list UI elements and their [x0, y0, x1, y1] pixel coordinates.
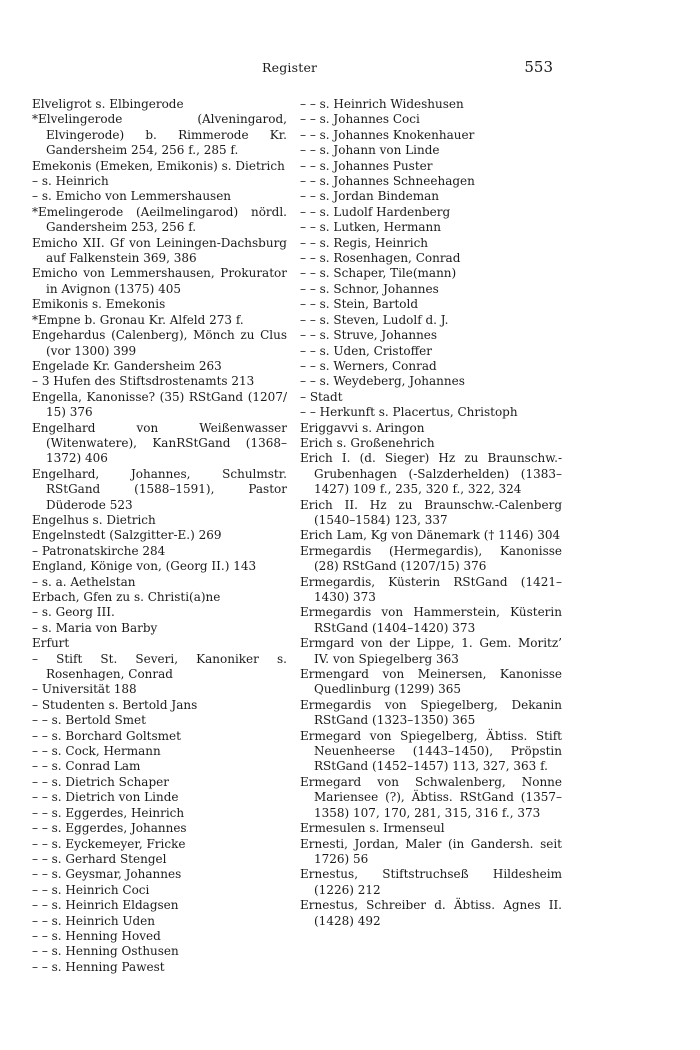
index-entry: – – s. Schaper, Tile(mann) — [300, 266, 457, 281]
index-entry: – Patronatskirche 284 — [32, 543, 166, 558]
index-entry: – – s. Johann von Linde — [300, 143, 440, 158]
index-entry: Engehardus (Calenberg), Mönch zu Clus (vor 1300) 399 — [32, 328, 287, 358]
index-entry: Ermegard von Schwalenberg, Nonne Mariensee (?), Äbtiss. RStGand (1357–1358) 107, 170, 281, 315, 316 f., 373 — [300, 774, 562, 820]
index-entry: – – s. Johannes Schneehagen — [300, 174, 475, 189]
index-entry: Elveligrot s. Elbingerode — [32, 97, 184, 111]
index-entry: Ernestus, Schreiber d. Äbtiss. Agnes II. (1428) 492 — [300, 898, 562, 928]
index-entry: – – s. Johannes Puster — [300, 158, 433, 173]
index-entry: – – s. Henning Osthusen — [32, 944, 179, 959]
index-entry: – – s. Bertold Smet — [32, 713, 146, 728]
index-entry: Emikonis s. Emekonis — [32, 297, 166, 312]
index-entry: Erfurt — [32, 636, 70, 651]
index-entry: – 3 Hufen des Stiftsdrostenamts 213 — [32, 374, 255, 389]
index-entry: – s. a. Aethelstan — [32, 574, 136, 589]
index-entry: Erich s. Großenehrich — [300, 435, 435, 450]
index-entry: Erbach, Gfen zu s. Christi(a)ne — [32, 590, 221, 604]
index-column-right — [300, 97, 562, 929]
index-entry: – – s. Gerhard Stengel — [32, 851, 167, 866]
index-entry: – – s. Lutken, Hermann — [300, 220, 441, 235]
index-entry: – Stadt — [300, 389, 343, 404]
index-entry: – – s. Struve, Johannes — [300, 328, 438, 343]
index-entry: Emicho von Lemmershausen, Prokurator in Avignon (1375) 405 — [32, 266, 287, 296]
index-column-left — [32, 97, 287, 975]
index-entry: – – s. Weydeberg, Johannes — [300, 374, 465, 389]
index-entry: – – s. Dietrich Schaper — [32, 774, 169, 789]
index-entry: – – s. Geysmar, Johannes — [32, 867, 182, 882]
index-entry: Emicho XII. Gf von Leiningen-Dachsburg auf Falkenstein 369, 386 — [32, 235, 287, 266]
index-entry: Ernesti, Jordan, Maler (in Gandersh. seit 1726) 56 — [300, 836, 562, 866]
index-entry: – Universität 188 — [32, 682, 137, 697]
index-entry: – – s. Werners, Conrad — [300, 358, 437, 373]
index-entry: – – s. Conrad Lam — [32, 759, 141, 774]
index-entry: Ermegard von Spiegelberg, Äbtiss. Stift Neuenheerse (1443–1450), Pröpstin RStGand (1452–1457) 113, 327, 363 f. — [300, 728, 562, 774]
index-entry: – – s. Eggerdes, Heinrich — [32, 805, 185, 820]
index-entry: – s. Georg III. — [32, 605, 115, 620]
index-entry: *Elvelingerode (Alveningarod, Elvingerode) b. Rimmerode Kr. Gandersheim 254, 256 f., 285 f. — [32, 112, 287, 158]
index-entry: – – s. Heinrich Uden — [32, 913, 156, 928]
index-entry: Engella, Kanonisse? (35) RStGand (1207/ 15) 376 — [32, 389, 287, 420]
index-entry: – – s. Cock, Hermann — [32, 744, 161, 759]
index-entry: – – s. Borchard Goltsmet — [32, 728, 181, 743]
index-entry: – – s. Henning Pawest — [32, 959, 165, 974]
index-entry: Erich I. (d. Sieger) Hz zu Braunschw.-Grubenhagen (-Salzderhelden) (1383–1427) 109 f., 235, 320 f., 322, 324 — [300, 451, 562, 497]
page-header — [0, 58, 700, 80]
index-entry: Erich II. Hz zu Braunschw.-Calenberg (1540–1584) 123, 337 — [300, 497, 562, 527]
index-entry: – – s. Heinrich Coci — [32, 882, 150, 897]
index-entry: Engelhus s. Dietrich — [32, 512, 156, 527]
index-entry: – – s. Steven, Ludolf d. J. — [300, 312, 449, 327]
index-entry: – – Herkunft s. Placertus, Christoph — [300, 405, 518, 420]
index-entry: – – s. Heinrich Eldagsen — [32, 898, 179, 913]
index-entry: Ermegardis (Hermegardis), Kanonisse (28) RStGand (1207/15) 376 — [300, 543, 562, 574]
page-number: 553 — [524, 58, 553, 76]
index-entry: Ermegardis von Hammerstein, Küsterin RStGand (1404–1420) 373 — [300, 605, 562, 635]
index-entry: – – s. Jordan Bindeman — [300, 189, 439, 204]
index-entry: Engelnstedt (Salzgitter-E.) 269 — [32, 528, 222, 543]
index-entry: Ermgard von der Lippe, 1. Gem. Moritz’ IV. von Spiegelberg 363 — [300, 636, 562, 666]
index-entry: – – s. Eggerdes, Johannes — [32, 821, 187, 836]
index-entry: Eriggavvi s. Aringon — [300, 420, 425, 435]
index-entry: England, Könige von, (Georg II.) 143 — [32, 559, 257, 574]
index-entry: *Empne b. Gronau Kr. Alfeld 273 f. — [32, 312, 244, 327]
index-entry: *Emelingerode (Aeilmelingarod) nördl. Gandersheim 253, 256 f. — [32, 204, 287, 235]
index-entry: – Stift St. Severi, Kanoniker s. Rosenhagen, Conrad — [32, 651, 287, 682]
index-entry: Engelhard, Johannes, Schulmstr. RStGand (1588–1591), Pastor Düderode 523 — [32, 466, 287, 512]
index-entry: Engelhard von Weißenwasser (Witenwatere), KanRStGand (1368–1372) 406 — [32, 420, 287, 466]
running-header-title: Register — [262, 60, 318, 75]
index-entry: Ernestus, Stiftstruchseß Hildesheim (1226) 212 — [300, 867, 562, 897]
index-entry: – – s. Heinrich Wideshusen — [300, 97, 464, 111]
index-entry: – s. Emicho von Lemmershausen — [32, 189, 232, 204]
index-entry: – s. Heinrich — [32, 174, 109, 189]
index-entry: – – s. Uden, Cristoffer — [300, 343, 432, 358]
index-entry: – – s. Johannes Coci — [300, 112, 420, 127]
index-entry: – – s. Regis, Heinrich — [300, 235, 429, 250]
index-entry: Emekonis (Emeken, Emikonis) s. Dietrich — [32, 158, 285, 173]
index-entry: Engelade Kr. Gandersheim 263 — [32, 358, 222, 373]
index-entry: Ermesulen s. Irmenseul — [300, 821, 445, 836]
index-entry: – – s. Dietrich von Linde — [32, 790, 179, 805]
index-entry: – s. Maria von Barby — [32, 620, 158, 635]
index-entry: Ermengard von Meinersen, Kanonisse Quedlinburg (1299) 365 — [300, 667, 562, 697]
index-entry: – – s. Ludolf Hardenberg — [300, 204, 451, 219]
index-entry: – – s. Eyckemeyer, Fricke — [32, 836, 186, 851]
index-entry: – – s. Schnor, Johannes — [300, 281, 439, 296]
index-entry: – Studenten s. Bertold Jans — [32, 697, 198, 712]
index-entry: Ermegardis, Küsterin RStGand (1421–1430) 373 — [300, 574, 562, 604]
index-entry: – – s. Stein, Bartold — [300, 297, 419, 312]
index-entry: – – s. Johannes Knokenhauer — [300, 127, 475, 142]
index-entry: Ermegardis von Spiegelberg, Dekanin RStGand (1323–1350) 365 — [300, 697, 562, 728]
index-entry: Erich Lam, Kg von Dänemark († 1146) 304 — [300, 528, 561, 543]
index-entry: – – s. Rosenhagen, Conrad — [300, 251, 461, 266]
index-entry: – – s. Henning Hoved — [32, 928, 161, 943]
